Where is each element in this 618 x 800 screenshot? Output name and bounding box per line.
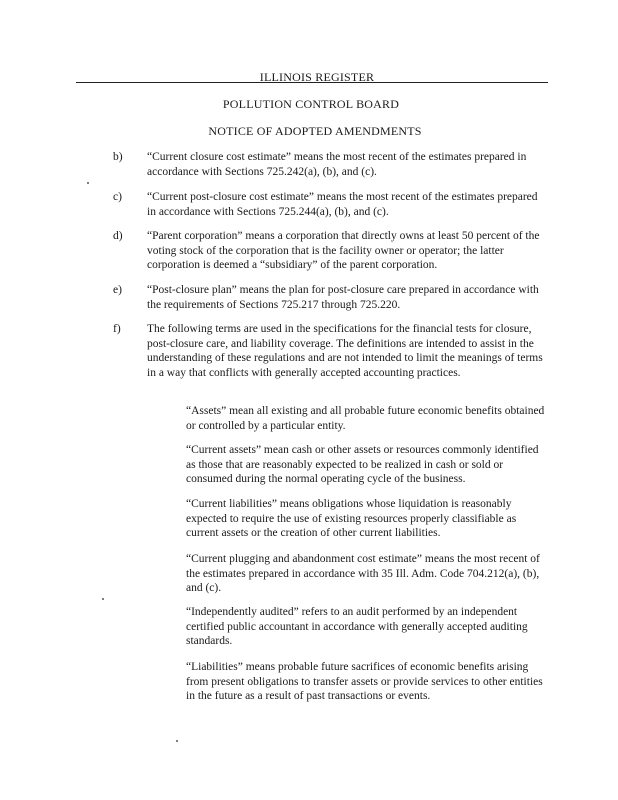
register-title: ILLINOIS REGISTER bbox=[259, 70, 375, 84]
definition-plugging-abandonment: “Current plugging and abandonment cost estimate” means the most recent of the estimates prepared in accordance with 35 Ill. Adm. Code 704.212(a), (b), and (c). bbox=[186, 553, 540, 594]
item-text: “Post-closure plan” means the plan for post-closure care prepared in accordance with the requirements of Sections 725.217 through 725.220. bbox=[147, 284, 539, 311]
item-text: “Parent corporation” means a corporation that directly owns at least 50 percent of the voting stock of the corporation that is the facility owner or operator; the latter corporation is deemed a “subsidiary” of the parent corporation. bbox=[147, 230, 540, 271]
definition-assets: “Assets” mean all existing and all probable future economic benefits obtained or controlled by a particular entity. bbox=[186, 405, 545, 432]
item-label: e) bbox=[113, 284, 122, 296]
scan-speck bbox=[87, 182, 89, 184]
board-title: POLLUTION CONTROL BOARD bbox=[222, 97, 400, 111]
header-rule bbox=[76, 82, 548, 83]
scan-speck bbox=[102, 598, 104, 600]
definition-liabilities: “Liabilities” means probable future sacrifices of economic benefits arising from present obligations to transfer assets or provide services to other entities in the future as a result of past transactions or events. bbox=[186, 661, 543, 702]
item-label: d) bbox=[113, 230, 123, 242]
item-label: f) bbox=[113, 323, 121, 335]
definition-current-assets: “Current assets” mean cash or other assets or resources commonly identified as those that are reasonably expected to be realized in cash or sold or consumed during the normal operating cycle of the business. bbox=[186, 444, 539, 485]
definition-current-liabilities: “Current liabilities” means obligations whose liquidation is reasonably expected to require the use of existing resources properly classifiable as current assets or the creation of other current liabilities. bbox=[186, 498, 517, 539]
definition-independently-audited: “Independently audited” refers to an audit performed by an independent certified public accountant in accordance with generally accepted auditing standards. bbox=[186, 606, 528, 647]
notice-title: NOTICE OF ADOPTED AMENDMENTS bbox=[208, 124, 422, 138]
item-text: “Current closure cost estimate” means the most recent of the estimates prepared in accordance with Sections 725.242(a), (b), and (c). bbox=[147, 151, 527, 178]
item-label: c) bbox=[113, 191, 122, 203]
item-text: “Current post-closure cost estimate” means the most recent of the estimates prepared in accordance with Sections 725.244(a), (b), and (c). bbox=[147, 191, 538, 218]
scan-speck bbox=[176, 740, 178, 742]
item-label: b) bbox=[113, 151, 123, 163]
item-text: The following terms are used in the specifications for the financial tests for closure, post-closure care, and liability coverage. The definitions are intended to assist in the understanding of these regulations and are not intended to limit the meanings of terms in a way that conflicts with generally accepted accounting practices. bbox=[147, 323, 543, 379]
